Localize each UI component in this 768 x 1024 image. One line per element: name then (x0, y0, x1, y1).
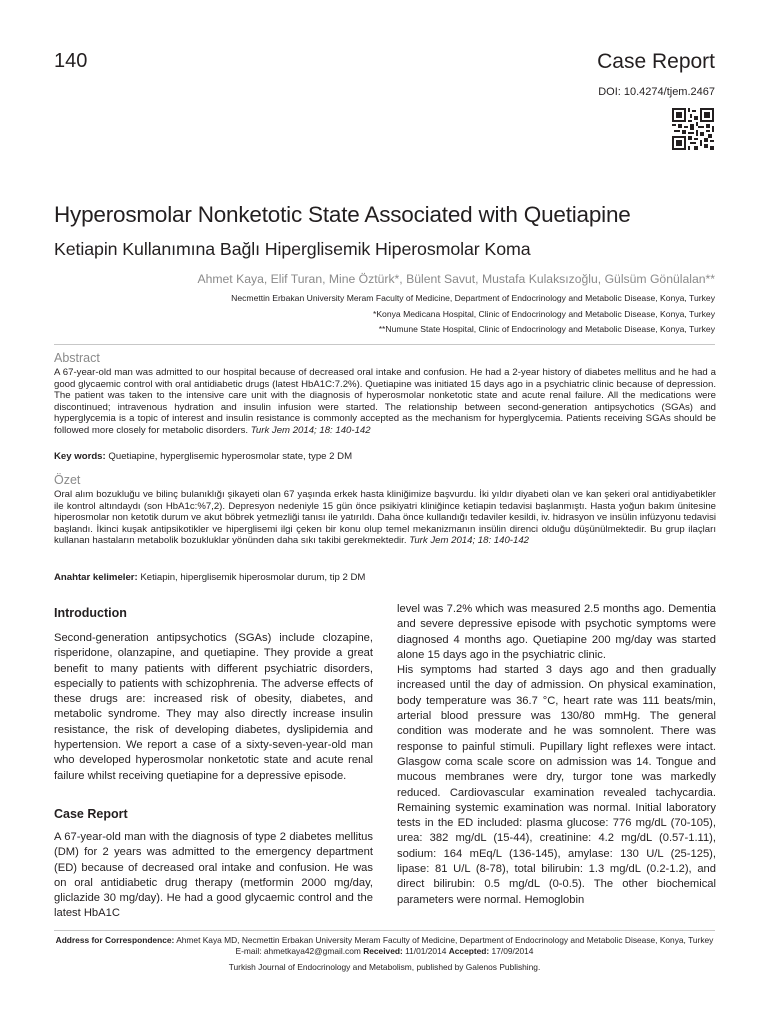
ozet-keywords: Anahtar kelimeler: Ketiapin, hiperglisemik hiperosmolar durum, tip 2 DM (54, 572, 366, 583)
case-report-text: A 67-year-old man with the diagnosis of type 2 diabetes mellitus (DM) for 2 years was admitted to the emergency department (ED) because of decreased oral intake and confusion. He was on oral antidiabetic drug therapy (metformin 2000 mg/day, gliclazide 30 mg/day). He had a good glycaemic control and the latest HbA1C (54, 831, 373, 920)
ozet-text: Oral alım bozukluğu ve bilinç bulanıklığı şikayeti olan 67 yaşında erkek hasta kliniğimize başvurdu. İki yıldır diyabeti olan ve kan şekeri oral antidiyabetikler ile kontrol altındaydı (son HbA1c:%7,2). Depresyon nedeniyle 15 gün önce psikiyatri kliniğince ketiapin tedavisi başlanmıştı. Hasta yoğun bakım ünitesine hiperosmolar non ketotik durum ve akut böbrek yetmezliği tanısı ile yatırıldı. Daha önce kullandığı tedaviler kesildi, iv. hidrasyon ve insülin infüzyonu tedavisi başlandı. İkinci kuşak antipsikotikler ve hiperglisemi ilgi çeken bir konu olup temel mekanizmanın insülin direnci olduğu düşünülmektedir. Bu grup ilaçları kullanan hastaların metabolik bozukluklar yönünden daha sıkı takibi gerekmektedir. Turk Jem 2014; 18: 140-142 (54, 489, 716, 546)
article-title: Hyperosmolar Nonketotic State Associated with Quetiapine (54, 202, 631, 227)
divider (54, 930, 715, 931)
correspondence: Address for Correspondence: Ahmet Kaya MD, Necmettin Erbakan University Meram Faculty of Medicine, Department of Endocrinology and Metabolic Disease, Konya, Turkey E-mail: ahmetkaya42@gmail.com Received: 11/01/2014 Accepted: 17/09/2014 (55, 935, 714, 956)
article-subtitle: Ketiapin Kullanımına Bağlı Hiperglisemik Hiperosmolar Koma (54, 239, 531, 259)
paragraph: His symptoms had started 3 days ago and then gradually increased until the day of admission. On physical examination, body temperature was 36.7 °C, heart rate was 111 beats/min, arterial blood pressure was 130/80 mmHg. The general condition was moderate and he was somnolent. There was response to painful stimuli. Pupillary light reflexes were intact. Glasgow coma scale score on admission was 14. Tongue and mucous membranes were dry, turgor tone was markedly reduced. Cardiovascular examination revealed tachycardia. Remaining systemic examination was normal. Initial laboratory tests in the ED included: plasma glucose: 776 mg/dL (70-105), urea: 382 mg/dL (15-44), creatinine: 4.2 mg/dL (0.57-1.11), sodium: 164 mEq/L (136-145), amylase: 130 U/L (25-125), lipase: 81 U/L (8-78), total bilirubin: 1.3 mg/dL (0.2-1.2), and direct bilirubin: 0.5 mg/dL (0-0.5). The other biochemical parameters were normal. Hemoglobin (397, 664, 716, 906)
document-type: Case Report (597, 50, 715, 73)
introduction-heading: Introduction (54, 606, 127, 620)
affiliation: *Konya Medicana Hospital, Clinic of Endocrinology and Metabolic Disease, Konya, Turkey (372, 309, 715, 319)
abstract-citation: Turk Jem 2014; 18: 140-142 (250, 424, 371, 436)
author-list: Ahmet Kaya, Elif Turan, Mine Öztürk*, Bülent Savut, Mustafa Kulaksızoğlu, Gülsüm Gönülalan** (197, 272, 715, 286)
right-column (397, 602, 716, 908)
divider (54, 344, 715, 345)
publisher-note: Turkish Journal of Endocrinology and Metabolism, published by Galenos Publishing. (228, 962, 541, 972)
affiliation: **Numune State Hospital, Clinic of Endocrinology and Metabolic Disease, Konya, Turkey (378, 324, 715, 334)
ozet-heading: Özet (54, 473, 81, 487)
email-link[interactable]: E-mail: ahmetkaya42@gmail.com (235, 945, 361, 956)
doi-link[interactable]: DOI: 10.4274/tjem.2467 (598, 86, 715, 98)
abstract-heading: Abstract (54, 351, 100, 365)
case-report-heading: Case Report (54, 807, 128, 821)
page-number: 140 (54, 50, 88, 72)
affiliation: Necmettin Erbakan University Meram Faculty of Medicine, Department of Endocrinology and Metabolic Disease, Konya, Turkey (231, 293, 715, 303)
qr-code-icon (672, 108, 714, 150)
paragraph: level was 7.2% which was measured 2.5 months ago. Dementia and severe depressive episode with psychotic symptoms were diagnosed 4 months ago. Quetiapine 200 mg/day was started alone 15 days ago in the psychiatric clinic. (397, 603, 716, 661)
abstract-keywords: Key words: Quetiapine, hyperglisemic hyperosmolar state, type 2 DM (54, 451, 353, 462)
abstract-text: A 67-year-old man was admitted to our hospital because of decreased oral intake and confusion. He had a 2-year history of diabetes mellitus and he had a good glycaemic control with oral antidiabetic drugs (latest HbA1C:7.2%). Quetiapine was initiated 15 days ago in a psychiatric clinic because of depression. The patient was taken to the intensive care unit with the diagnosis of hyperosmolar nonketotic state and acute renal failure. All the medications were discontinued; intravenous hydration and insulin infusion were started. The relationship between second-generation antipsychotics (SGAs) and hyperglycemia is a topic of interest and insulin resistance is commonly accepted as the mechanism for hyperglycemia. Patients receiving SGAs should be followed more closely for metabolic disorders. Turk Jem 2014; 18: 140-142 (54, 367, 716, 436)
introduction-text: Second-generation antipsychotics (SGAs) include clozapine, risperidone, olanzapine, and quetiapine. They provide a great benefit to many patients with different psychiatric disorders, especially to patients with schizophrenia. The adverse effects of these drugs are: increased risk of obesity, diabetes, and metabolic syndrome. They may also directly increase insulin resistance, the risk of developing diabetes, dyslipidemia and hypertension. We report a case of a sixty-seven-year-old man who developed hyperosmolar nonketotic state and acute renal failure whilst receiving quetiapine for a depressive episode. (54, 632, 373, 782)
ozet-citation: Turk Jem 2014; 18: 140-142 (409, 535, 530, 546)
